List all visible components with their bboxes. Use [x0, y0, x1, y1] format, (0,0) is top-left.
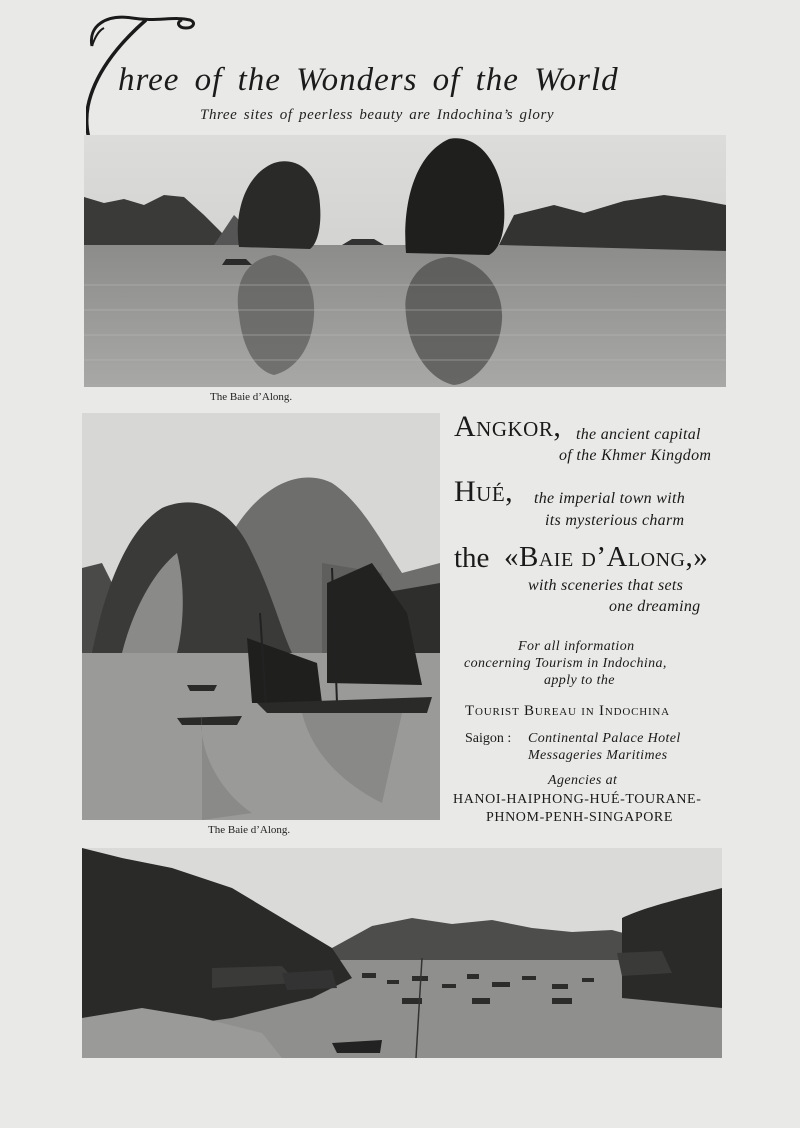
destination-along-desc-1: with sceneries that sets [528, 577, 684, 594]
info-line-1: For all information [518, 639, 635, 654]
info-line-3: apply to the [544, 673, 615, 688]
destination-along-prefix: the [454, 542, 490, 574]
caption-photo-1: The Baie d’Along. [210, 391, 293, 403]
saigon-address-1: Continental Palace Hotel [528, 731, 681, 746]
photo-baie-along-rocks [84, 135, 726, 387]
destination-hue-desc-2: its mysterious charm [545, 512, 685, 529]
agencies-label: Agencies at [548, 773, 618, 788]
destination-along-name: «Baie d’Along,» [504, 541, 709, 573]
destination-angkor-name: Angkor, [454, 410, 562, 443]
photo-harbour-village [82, 848, 722, 1058]
destination-angkor-desc-2: of the Khmer Kingdom [559, 447, 712, 464]
destination-hue-name: Hué, [454, 475, 514, 508]
page-title [118, 62, 758, 99]
agencies-cities-1: HANOI-HAIPHONG-HUÉ-TOURANE- [453, 792, 702, 807]
title-text: hree of the Wonders of the World [118, 62, 619, 98]
photo-baie-along-junk [82, 413, 440, 820]
destination-hue-desc-1: the imperial town with [534, 490, 686, 507]
caption-photo-2: The Baie d’Along. [208, 824, 291, 836]
saigon-address-2: Messageries Maritimes [528, 748, 668, 763]
info-line-2: concerning Tourism in Indochina, [464, 656, 667, 671]
destination-angkor-desc-1: the ancient capital [576, 426, 701, 443]
page-subtitle: Three sites of peerless beauty are Indochina’s glory [200, 107, 555, 123]
destination-along-desc-2: one dreaming [609, 598, 701, 615]
tourist-bureau: Tourist Bureau in Indochina [465, 703, 670, 719]
agencies-cities-2: PHNOM-PENH-SINGAPORE [486, 810, 674, 825]
saigon-label: Saigon : [465, 731, 512, 746]
